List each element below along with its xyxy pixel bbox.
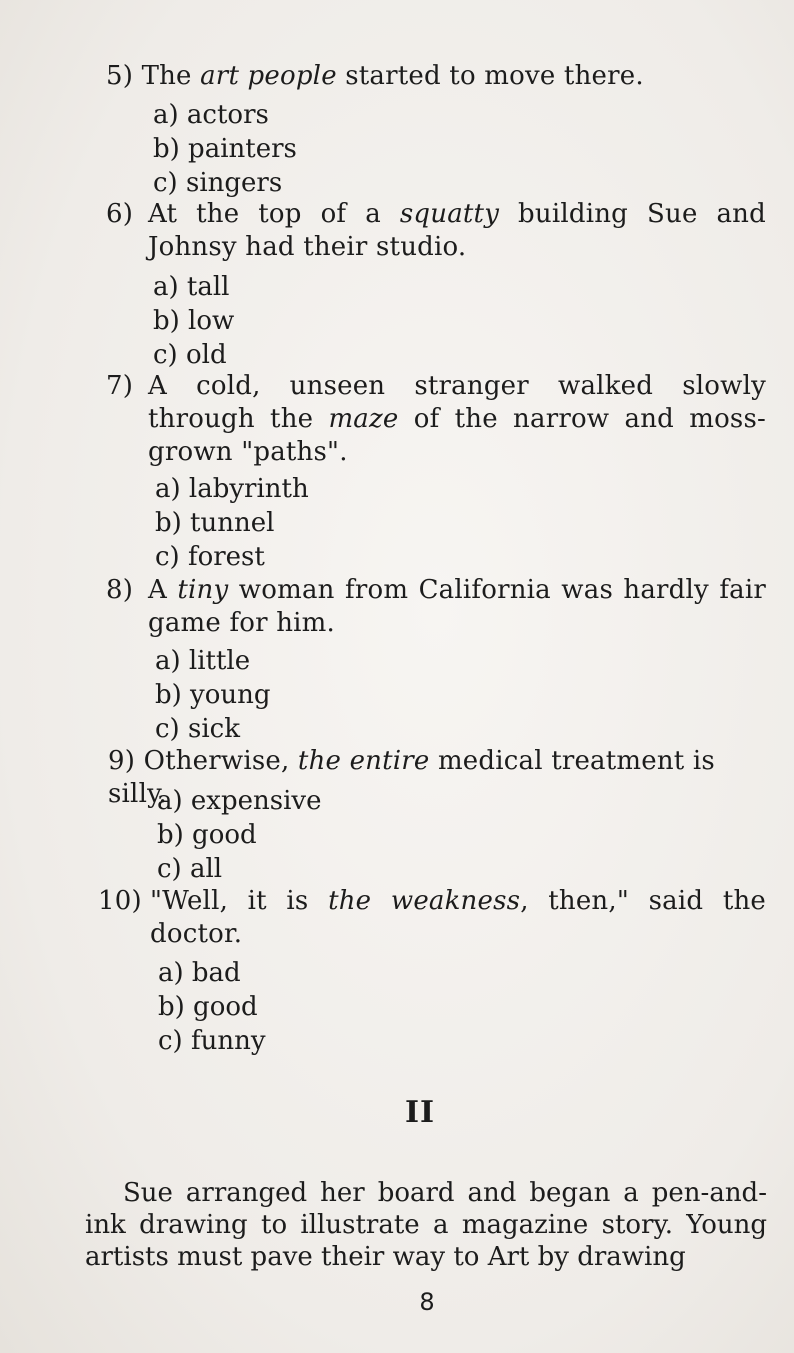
text-part: A [148, 575, 178, 605]
text-part: medical treatment is silly. [108, 746, 715, 809]
text-part: A cold, unseen stranger walked slowly through the [148, 371, 766, 434]
option-b: b) tunnel [155, 508, 275, 538]
question-10 [98, 885, 766, 951]
question-number: 5) [106, 61, 134, 91]
option-b: b) painters [153, 134, 297, 164]
italic-term: the weakness [328, 886, 521, 916]
text-part: of the narrow and moss-grown "paths". [148, 404, 766, 467]
option-b: b) good [157, 820, 257, 850]
page-number: 8 [419, 1288, 435, 1316]
option-a: a) little [155, 646, 251, 676]
text-part: The [141, 61, 201, 91]
question-text [148, 574, 766, 640]
text-part: , then," said the doctor. [150, 886, 766, 949]
option-a: a) actors [153, 100, 269, 130]
option-a: a) labyrinth [155, 474, 309, 504]
option-c: c) funny [158, 1026, 266, 1056]
question-text [142, 61, 644, 91]
italic-term: maze [328, 404, 399, 434]
text-part: building Sue and Johnsy had their studio. [148, 199, 766, 262]
question-number: 9) [108, 746, 136, 776]
option-c: c) all [157, 854, 223, 884]
question-7 [106, 370, 766, 469]
option-b: b) young [155, 680, 271, 710]
option-c: c) singers [153, 168, 283, 198]
story-paragraph: Sue arranged her board and began a pen-and-ink drawing to illustrate a magazine story. Young artists must pave their way to Art by drawing [85, 1178, 767, 1272]
text-part: At the top of a [148, 199, 400, 229]
italic-term: art people [200, 61, 337, 91]
text-part: Otherwise, [143, 746, 298, 776]
option-c: c) sick [155, 714, 240, 744]
option-c: c) forest [155, 542, 265, 572]
question-text [148, 198, 766, 264]
option-b: b) good [158, 992, 258, 1022]
italic-term: the entire [297, 746, 430, 776]
question-text [148, 370, 766, 469]
option-a: a) bad [158, 958, 241, 988]
question-text [150, 885, 766, 951]
section-heading: II [404, 1095, 436, 1130]
option-a: a) tall [153, 272, 230, 302]
question-number: 8) [106, 575, 134, 605]
question-number: 7) [106, 371, 134, 401]
option-c: c) old [153, 340, 227, 370]
option-a: a) expensive [157, 786, 322, 816]
question-8 [106, 574, 766, 640]
text-part: started to move there. [336, 61, 644, 91]
option-b: b) low [153, 306, 235, 336]
italic-term: squatty [399, 199, 500, 229]
question-number: 6) [106, 199, 134, 229]
question-6 [106, 198, 766, 264]
question-5 [106, 60, 766, 93]
italic-term: tiny [177, 575, 229, 605]
text-part: woman from California was hardly fair game for him. [148, 575, 766, 638]
question-number: 10) [98, 886, 142, 916]
text-part: "Well, it is [150, 886, 329, 916]
